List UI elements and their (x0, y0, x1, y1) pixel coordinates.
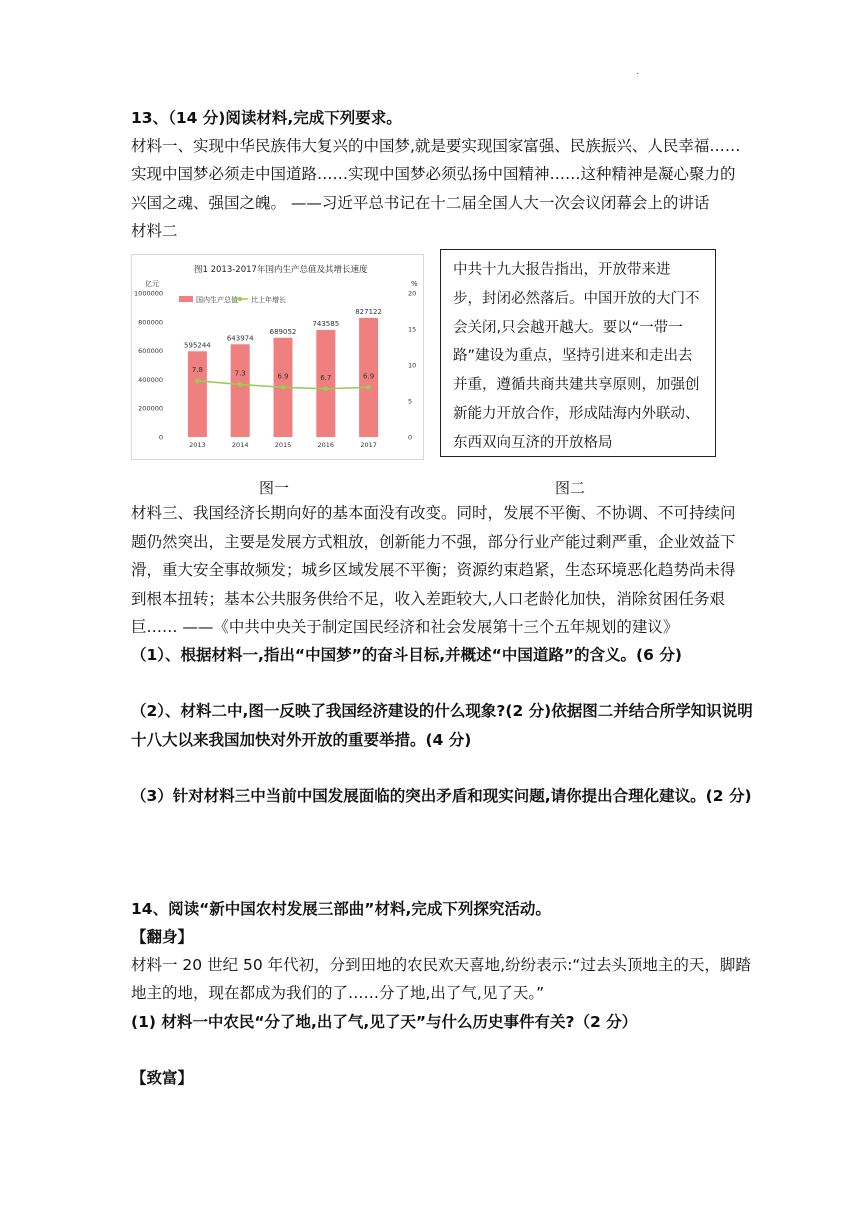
right-tick-label: 0 (408, 433, 413, 442)
left-tick-label: 400000 (138, 375, 163, 384)
gdp-bar-value-label: 743585 (312, 319, 340, 328)
figure2-line: 东西双向互济的开放格局 (453, 434, 613, 451)
q13-material3-line4: 到根本扭转；基本公共服务供给不足，收入差距较大,人口老龄化加快，消除贫困任务艰 (131, 590, 725, 608)
gdp-bar-value-label: 827122 (355, 307, 382, 316)
left-tick-label: 1000000 (134, 289, 163, 298)
growth-value-label: 6.7 (320, 373, 332, 382)
left-tick-label: 800000 (138, 318, 163, 327)
legend-bar-swatch (179, 296, 193, 302)
growth-value-label: 6.9 (277, 372, 289, 381)
figure2-line: 路”建设为重点，坚持引进来和走出去 (453, 348, 693, 365)
q14-header: 14、阅读“新中国农村发展三部曲”材料,完成下列探究活动。 (131, 900, 551, 918)
figure2-line: 并重，遵循共商共建共享原则，加强创 (453, 377, 700, 394)
q14-material1-line2: 地主的地，现在都成为我们的了……分了地,出了气,见了天。” (131, 984, 545, 1002)
q13-question2-line1: （2）、材料二中,图一反映了我国经济建设的什么现象?(2 分)依据图二并结合所学知识说明 (131, 702, 753, 720)
figure2-line: 新能力开放合作，形成陆海内外联动、 (453, 405, 700, 422)
x-tick-label: 2016 (317, 441, 335, 449)
right-axis-ticks (408, 290, 416, 442)
gdp-bar-value-label: 595244 (184, 341, 211, 350)
growth-point (323, 386, 328, 391)
q14-section-fanshen: 【翻身】 (131, 928, 194, 946)
x-axis-labels (189, 441, 377, 449)
q13-material1-line1: 材料一、实现中华民族伟大复兴的中国梦,就是要实现国家富强、民族振兴、人民幸福…… (131, 137, 741, 155)
q13-material1-line2: 实现中国梦必须走中国道路……实现中国梦必须弘扬中国精神……这种精神是凝心聚力的 (131, 165, 736, 183)
q13-material1-line3: 兴国之魂、强国之魄。 ——习近平总书记在十二届全国人大一次会议闭幕会上的讲话 (131, 194, 710, 212)
x-tick-label: 2013 (189, 441, 206, 449)
q13-header: 13、（14 分)阅读材料,完成下列要求。 (131, 109, 402, 127)
q13-material3-line5: 巨…… ——《中共中央关于制定国民经济和社会发展第十三个五年规划的建议》 (131, 618, 679, 636)
left-unit-label: 亿元 (145, 280, 159, 288)
figure2-line: 步，封闭必然落后。中国开放的大门不 (453, 290, 700, 307)
q14-material1-line1: 材料一 20 世纪 50 年代初，分到田地的农民欢天喜地,纷纷表示:“过去头顶地主的天，脚踏 (131, 956, 751, 974)
left-tick-label: 200000 (138, 404, 163, 413)
figure2-caption: 图二 (555, 479, 586, 497)
x-tick-label: 2017 (360, 441, 377, 449)
left-tick-label: 0 (158, 433, 163, 442)
growth-point (238, 382, 243, 387)
q14-section-zhifu: 【致富】 (131, 1069, 194, 1087)
legend-line-marker (238, 297, 242, 301)
gdp-bar (231, 344, 250, 437)
gdp-bar (316, 330, 335, 437)
x-tick-label: 2014 (231, 441, 249, 449)
q14-question1: (1) 材料一中农民“分了地,出了气,见了天”与什么历史事件有关?（2 分） (131, 1013, 638, 1031)
x-tick-label: 2015 (274, 441, 292, 449)
growth-value-label: 7.8 (191, 365, 203, 374)
q13-question1: （1）、根据材料一,指出“中国梦”的奋斗目标,并概述“中国道路”的含义。(6 分) (131, 646, 682, 664)
right-tick-label: 10 (408, 361, 417, 370)
q13-material2-label: 材料二 (131, 222, 178, 240)
right-unit-label: % (411, 280, 418, 288)
q13-material3-line2: 题仍然突出，主要是发展方式粗放，创新能力不强，部分行业产能过剩严重，企业效益下 (131, 533, 736, 551)
legend-line-label: 比上年增长 (251, 296, 286, 304)
growth-point (195, 378, 200, 383)
right-tick-label: 20 (408, 289, 417, 298)
q13-question2-line2: 十八大以来我国加快对外开放的重要举措。(4 分) (131, 731, 472, 749)
right-tick-label: 15 (408, 325, 417, 334)
left-tick-label: 600000 (138, 347, 163, 356)
q13-question3: （3）针对材料三中当前中国发展面临的突出矛盾和现实问题,请你提出合理化建议。(2 分) (131, 787, 752, 805)
figure2-textbox (440, 249, 716, 457)
top-mark: . (636, 66, 640, 77)
gdp-bar-value-label: 689052 (269, 327, 297, 336)
gdp-chart-svg (132, 255, 423, 459)
figure2-line: 会关闭,只会越开越大。要以“一带一 (453, 319, 683, 336)
growth-value-label: 7.3 (234, 369, 246, 378)
gdp-chart (131, 254, 424, 460)
growth-point (281, 385, 286, 390)
q13-material3-line1: 材料三、我国经济长期向好的基本面没有改变。同时，发展不平衡、不协调、不可持续问 (131, 504, 736, 522)
legend-bar-label: 国内生产总值 (196, 296, 238, 304)
right-tick-label: 5 (408, 397, 413, 406)
q13-material3-line3: 滑，重大安全事故频发；城乡区域发展不平衡；资源约束趋紧，生态环境恶化趋势尚未得 (131, 561, 736, 579)
gdp-bar-value-label: 643974 (226, 334, 254, 343)
chart-title: 图1 2013-2017年国内生产总值及其增长速度 (194, 265, 368, 275)
gdp-bar (188, 351, 207, 437)
figure1-caption: 图一 (259, 479, 290, 497)
figure2-line: 中共十九大报告指出，开放带来进 (453, 262, 671, 278)
left-axis-ticks (134, 290, 163, 442)
growth-point (366, 385, 371, 390)
growth-value-label: 6.9 (363, 372, 375, 381)
